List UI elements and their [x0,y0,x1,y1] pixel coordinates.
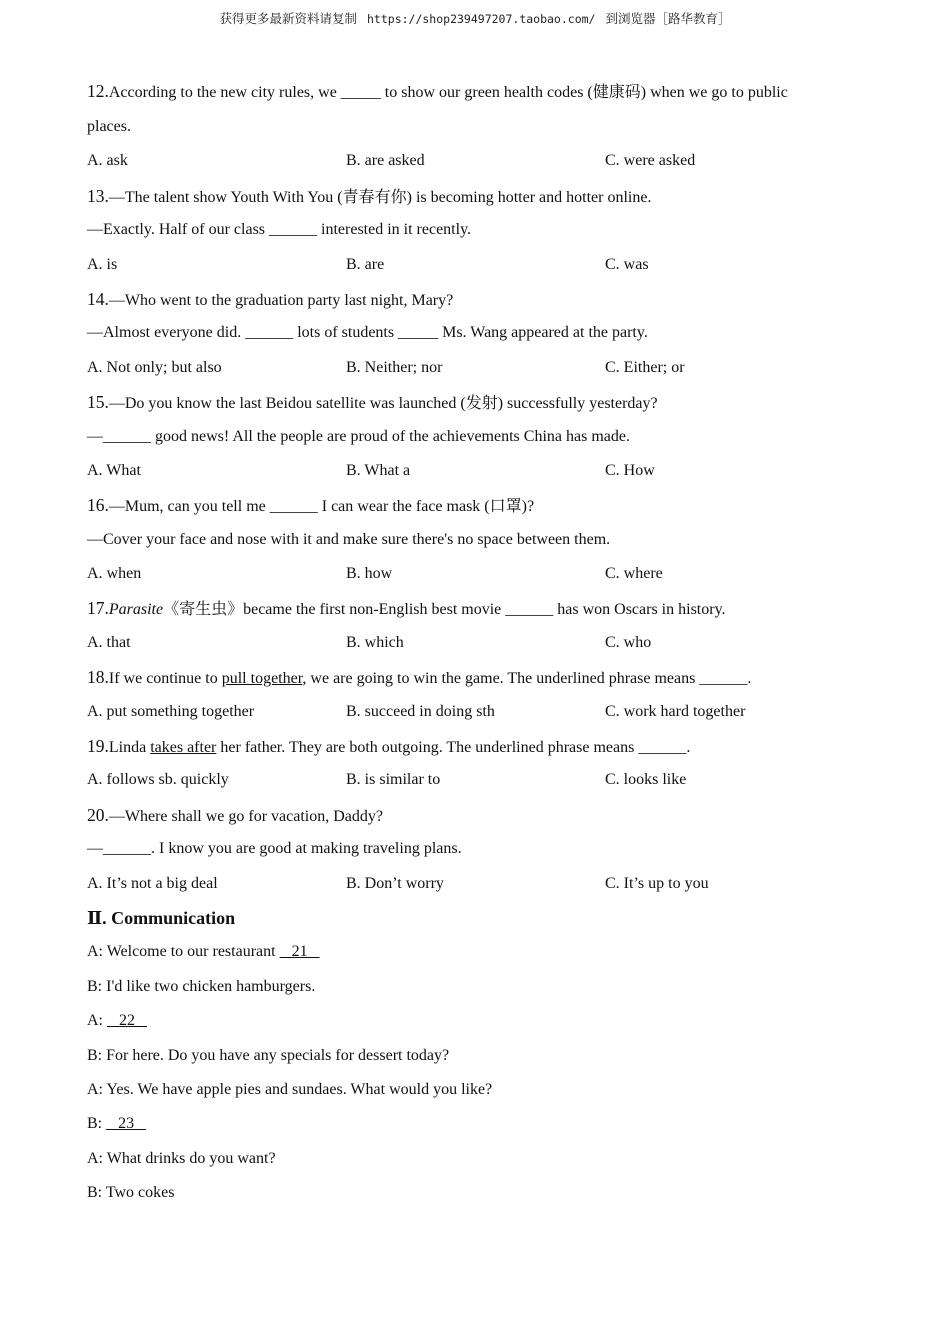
header-url[interactable]: https://shop239497207.taobao.com/ [367,12,596,26]
option-a: A. follows sb. quickly [87,771,229,789]
dialog-line: B: 23 [87,1115,147,1133]
dialog-line: A: 22 [87,1012,147,1030]
question-12-options [87,144,867,178]
option-c: C. It’s up to you [605,874,709,892]
option-c: C. How [605,461,655,479]
option-a: A. is [87,255,118,273]
section-title-communication: Ⅱ. Communication [87,907,236,928]
question-14-line-2: —Almost everyone did. ______ lots of students _____ Ms. Wang appeared at the party. [87,324,648,342]
blank-22: 22 [107,1012,147,1030]
question-15-line-2: —______ good news! All the people are proud of the achievements China has made. [87,427,630,445]
question-17-options [87,626,867,660]
option-b: B. What a [346,461,411,479]
option-b: B. are asked [346,152,425,170]
option-b: B. how [346,565,393,583]
page-header [0,9,950,27]
question-13-options [87,248,867,282]
question-18-options [87,695,867,729]
option-c: C. where [605,565,663,583]
option-a: A. when [87,565,142,583]
question-17-line-1: 17.Parasite《寄生虫》became the first non-English best movie ______ has won Oscars in history. [87,598,726,619]
option-c: C. looks like [605,771,687,789]
option-b: B. which [346,633,404,651]
option-c: C. work hard together [605,702,746,720]
option-a: A. put something together [87,702,255,720]
header-left-text: 获得更多最新资料请复制 [219,11,357,26]
option-a: A. Not only; but also [87,358,222,376]
dialog-line: A: Welcome to our restaurant 21 [87,943,320,961]
underlined-phrase: pull together [221,670,303,688]
question-16-options [87,557,867,591]
question-20-line-1: 20.—Where shall we go for vacation, Daddy? [87,804,383,825]
dialog-line: B: I'd like two chicken hamburgers. [87,977,316,995]
option-b: B. are [346,255,385,273]
option-c: C. who [605,633,652,651]
question-13-line-1: 13.—The talent show Youth With You (青春有你) is becoming hotter and hotter online. [87,185,652,206]
question-19-line-1: 19.Linda takes after her father. They are both outgoing. The underlined phrase means ______. [87,736,691,757]
question-18-line-1: 18.If we continue to pull together, we are going to win the game. The underlined phrase means ______. [87,667,752,688]
option-b: B. Neither; nor [346,358,443,376]
question-19-options [87,763,867,797]
blank-21: 21 [279,943,320,961]
option-c: C. were asked [605,152,696,170]
dialog-line: B: For here. Do you have any specials for dessert today? [87,1046,450,1064]
dialog-line: B: Two cokes [87,1184,175,1202]
option-b: B. succeed in doing sth [346,702,495,720]
question-20-options [87,867,867,901]
question-13-line-2: —Exactly. Half of our class ______ interested in it recently. [87,221,472,239]
option-c: C. Either; or [605,358,685,376]
underlined-phrase: takes after [150,739,217,757]
document-body [87,73,867,1211]
question-15-line-1: 15.—Do you know the last Beidou satellite was launched (发射) successfully yesterday? [87,392,658,413]
option-a: A. It’s not a big deal [87,874,218,892]
question-16-line-2: —Cover your face and nose with it and make sure there's no space between them. [87,530,611,548]
question-16-line-1: 16.—Mum, can you tell me ______ I can wear the face mask (口罩)? [87,495,535,516]
question-20-line-2: —______. I know you are good at making traveling plans. [87,840,462,858]
dialog-line: A: What drinks do you want? [87,1149,276,1167]
header-right-text: 到浏览器［路华教育］ [605,11,731,26]
option-a: A. that [87,633,131,651]
option-a: A. ask [87,152,128,170]
question-12-line-1: 12.According to the new city rules, we _____ to show our green health codes (健康码) when we go to public [87,81,788,101]
option-b: B. is similar to [346,771,441,789]
option-b: B. Don’t worry [346,874,444,892]
option-c: C. was [605,255,649,273]
blank-23: 23 [106,1115,147,1133]
question-12-line-2: places. [87,118,131,135]
question-15-options [87,454,867,488]
option-a: A. What [87,461,141,479]
question-14-line-1: 14.—Who went to the graduation party last night, Mary? [87,288,454,309]
dialog-line: A: Yes. We have apple pies and sundaes. What would you like? [87,1080,493,1098]
question-14-options [87,351,867,385]
